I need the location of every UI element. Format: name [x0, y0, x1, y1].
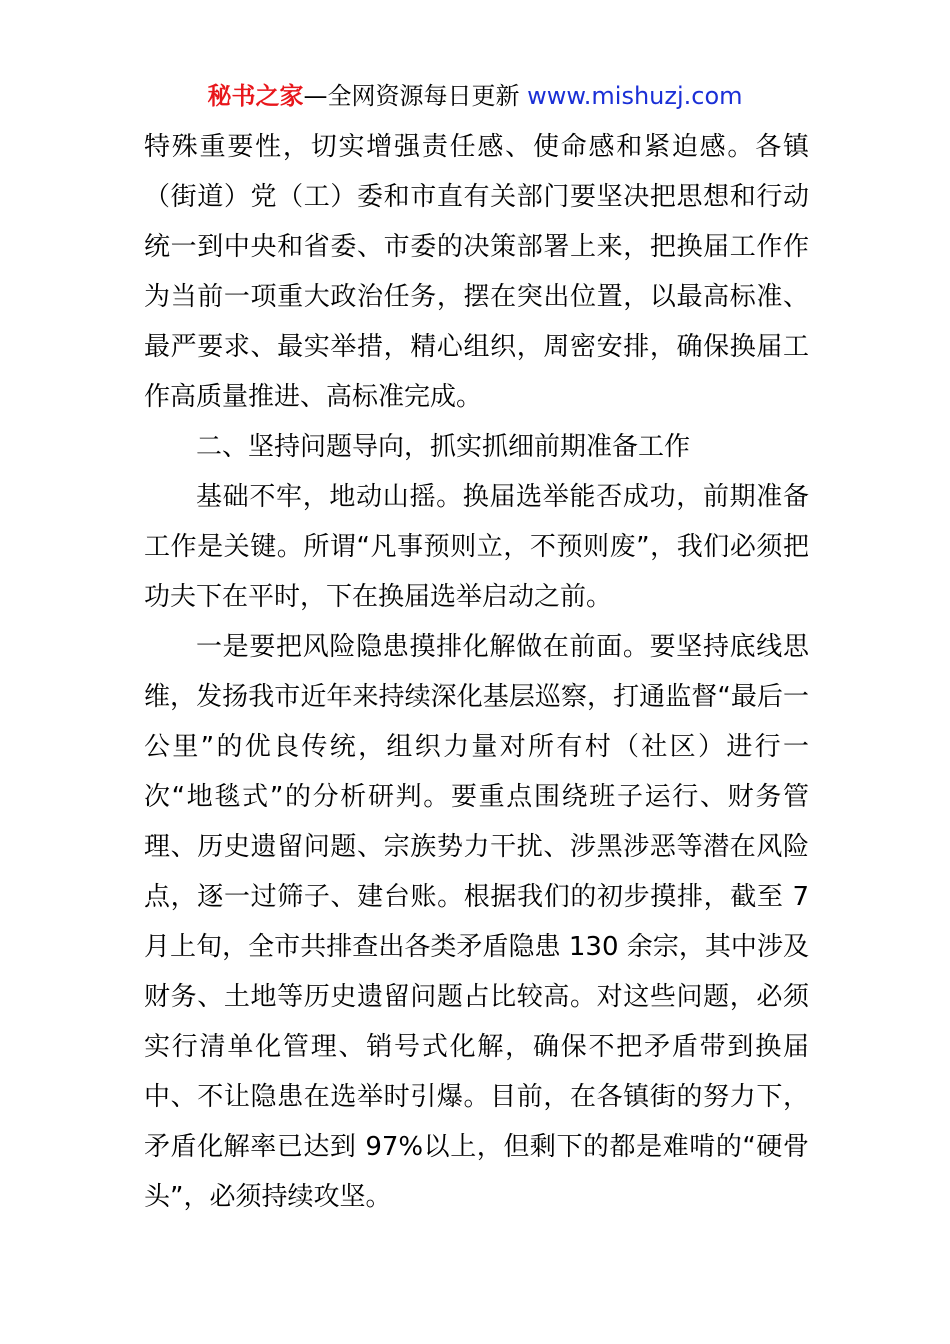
paragraph: 一是要把风险隐患摸排化解做在前面。要坚持底线思维，发扬我市近年来持续深化基层巡察，打通监督“最后一公里”的优良传统，组织力量对所有村（社区）进行一次“地毯式”的分析研判。要重点围绕班子运行、财务管理、历史遗留问题、宗族势力干扰、涉黑涉恶等潜在风险点，逐一过筛子、建台账。根据我们的初步摸排，截至 7 月上旬，全市共排查出各类矛盾隐患 130 余宗，其中涉及财务、土地等历史遗留问题占比较高。对这些问题，必须实行清单化管理、销号式化解，确保不把矛盾带到换届中、不让隐患在选举时引爆。目前，在各镇街的努力下，矛盾化解率已达到 97%以上，但剩下的都是难啃的“硬骨头”，必须持续攻坚。 — [144, 632, 809, 1212]
header-slogan: —全网资源每日更新 — [303, 82, 528, 110]
brand-name: 秘书之家 — [207, 82, 304, 110]
document-body — [144, 122, 809, 1222]
page-header — [0, 80, 950, 112]
paragraph-continuation: 特殊重要性，切实增强责任感、使命感和紧迫感。各镇（街道）党（工）委和市直有关部门要坚决把思想和行动统一到中央和省委、市委的决策部署上来，把换届工作作为当前一项重大政治任务，摆在突出位置，以最高标准、最严要求、最实举措，精心组织，周密安排，确保换届工作高质量推进、高标准完成。 — [144, 132, 809, 412]
paragraph: 基础不牢，地动山摇。换届选举能否成功，前期准备工作是关键。所谓“凡事预则立，不预则废”，我们必须把功夫下在平时，下在换届选举启动之前。 — [144, 482, 809, 612]
section-heading: 二、坚持问题导向，抓实抓细前期准备工作 — [196, 432, 691, 462]
site-url[interactable]: www.mishuzj.com — [527, 82, 743, 110]
